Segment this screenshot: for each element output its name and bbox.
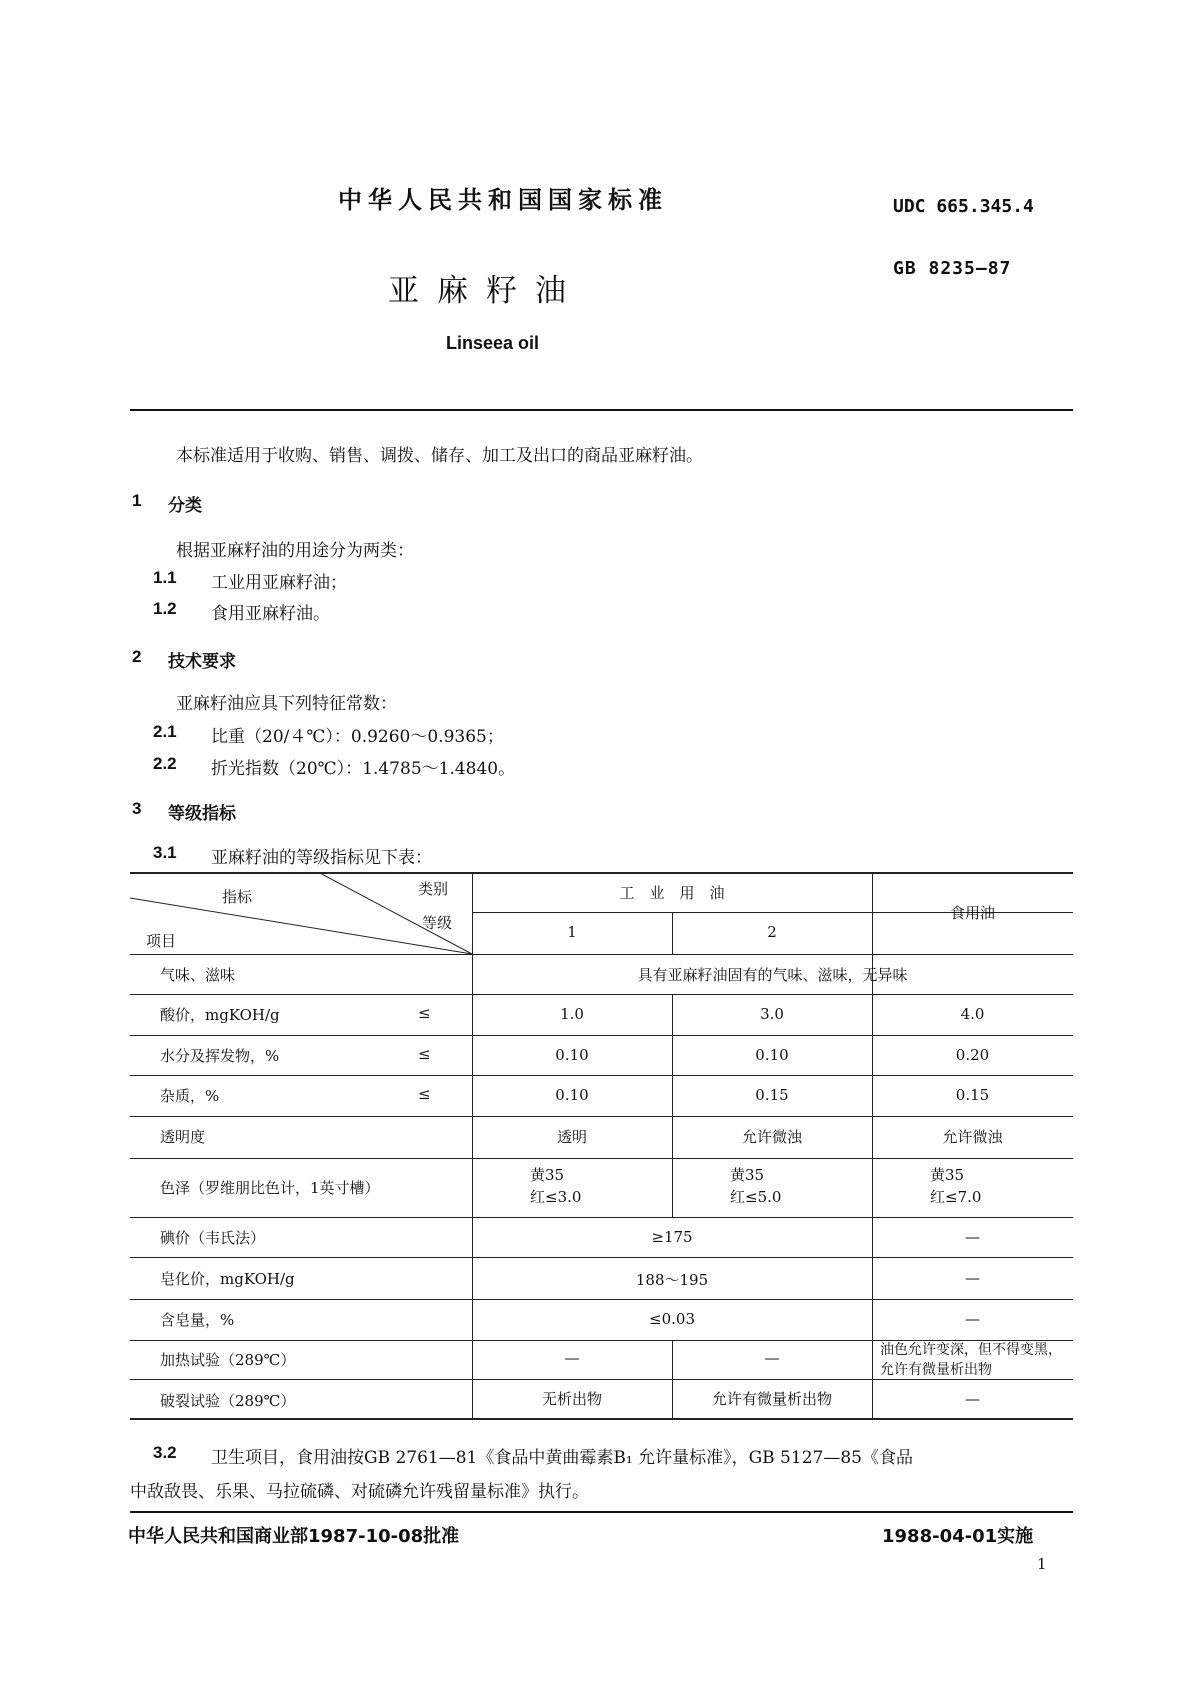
diag-indicator-label: 指标 — [222, 888, 253, 906]
row-impurity-name: 杂质，% — [160, 1087, 220, 1105]
document-title-english: Linseea oil — [446, 333, 540, 353]
row-break-edible: — — [965, 1390, 980, 1408]
row-moisture-sign: ≤ — [418, 1045, 431, 1063]
row-line — [130, 1217, 1073, 1218]
row-color-g2-yellow: 黄35 — [730, 1166, 765, 1184]
section-1-number: 1 — [132, 491, 142, 510]
row-color-edible-yellow: 黄35 — [930, 1166, 965, 1184]
page-number: 1 — [1037, 1555, 1047, 1573]
table-bottom-border — [130, 1418, 1073, 1420]
item-3-1-text: 亚麻籽油的等级指标见下表： — [211, 848, 432, 868]
row-acid-g2: 3.0 — [760, 1005, 784, 1023]
footer-divider — [130, 1511, 1073, 1513]
item-3-2-line2: 中敌敌畏、乐果、马拉硫磷、对硫磷允许残留量标准》执行。 — [130, 1482, 589, 1502]
row-saponification-edible: — — [965, 1269, 980, 1287]
row-color-g2-red: 红≤5.0 — [730, 1188, 782, 1206]
section-3-title: 等级指标 — [168, 804, 236, 824]
row-soap-name: 含皂量，% — [160, 1311, 235, 1329]
item-2-1-text: 比重（20/４℃）：0.9260～0.9365； — [211, 727, 504, 747]
row-moisture-g2: 0.10 — [755, 1046, 789, 1064]
section-1-lead: 根据亚麻籽油的用途分为两类： — [176, 541, 414, 561]
row-soap-edible: — — [965, 1310, 980, 1328]
item-3-2-number: 3.2 — [153, 1443, 177, 1462]
effective-date: 1988-04-01实施 — [882, 1526, 1034, 1547]
row-acid-sign: ≤ — [418, 1004, 431, 1022]
col-line — [672, 994, 673, 1217]
item-3-2-line1: 卫生项目，食用油按GB 2761—81《食品中黄曲霉素B₁ 允许量标准》，GB 5127—85《食品 — [211, 1448, 913, 1468]
grade-1-header: 1 — [567, 923, 577, 941]
row-break-name: 破裂试验（289℃） — [160, 1392, 296, 1410]
section-2-number: 2 — [132, 647, 142, 666]
row-saponification-industrial: 188～195 — [635, 1271, 709, 1289]
row-clarity-g2: 允许微浊 — [741, 1128, 802, 1146]
industrial-oil-header: 工 业 用 油 — [619, 884, 725, 902]
row-clarity-name: 透明度 — [160, 1128, 206, 1146]
grade-table — [130, 872, 1073, 1420]
row-break-g2: 允许有微量析出物 — [711, 1390, 832, 1408]
row-heating-g2: — — [764, 1349, 780, 1367]
row-iodine-edible: — — [965, 1228, 980, 1246]
diagonal-line — [130, 898, 472, 954]
row-line — [130, 1035, 1073, 1036]
row-color-name: 色泽（罗维朋比色计，1英寸槽） — [160, 1179, 380, 1197]
row-clarity-edible: 允许微浊 — [942, 1128, 1003, 1146]
row-impurity-g1: 0.10 — [555, 1086, 589, 1104]
item-3-1-number: 3.1 — [153, 843, 177, 862]
national-standard-title: 中华人民共和国国家标准 — [338, 185, 668, 214]
section-3-number: 3 — [132, 799, 142, 818]
row-color-g1-yellow: 黄35 — [530, 1166, 565, 1184]
row-acid-name: 酸价，mgKOH/g — [160, 1006, 280, 1024]
row-iodine-name: 碘价（韦氏法） — [160, 1229, 266, 1247]
row-heating-g1: — — [564, 1349, 580, 1367]
row-clarity-g1: 透明 — [556, 1128, 587, 1146]
row-line — [130, 1257, 1073, 1258]
gb-code: GB 8235—87 — [893, 258, 1012, 279]
row-moisture-name: 水分及挥发物，% — [160, 1047, 280, 1065]
row-heating-edible: 油色允许变深，但不得变黑，允许有微量析出物 — [880, 1342, 1062, 1378]
header-divider — [130, 409, 1073, 411]
item-1-2-number: 1.2 — [153, 599, 177, 618]
row-line — [130, 1116, 1073, 1117]
diag-category-label: 类别 — [418, 880, 449, 898]
row-iodine-industrial: ≥175 — [651, 1228, 693, 1246]
row-impurity-edible: 0.15 — [955, 1086, 990, 1104]
row-line — [130, 1299, 1073, 1300]
item-1-2-text: 食用亚麻籽油。 — [211, 604, 330, 624]
row-impurity-sign: ≤ — [418, 1085, 431, 1103]
row-soap-industrial: ≤0.03 — [649, 1310, 695, 1328]
row-heating-name: 加热试验（289℃） — [160, 1351, 296, 1369]
item-2-2-number: 2.2 — [153, 754, 177, 773]
item-2-1-number: 2.1 — [153, 722, 177, 741]
section-1-title: 分类 — [168, 496, 202, 516]
row-impurity-g2: 0.15 — [755, 1086, 789, 1104]
approval-statement: 中华人民共和国商业部1987-10-08批准 — [128, 1526, 460, 1547]
row-color-g1-red: 红≤3.0 — [530, 1188, 582, 1206]
item-1-1-text: 工业用亚麻籽油； — [211, 573, 347, 593]
section-2-lead: 亚麻籽油应具下列特征常数： — [176, 694, 397, 714]
row-moisture-g1: 0.10 — [555, 1046, 589, 1064]
row-odor-name: 气味、滋味 — [160, 966, 236, 984]
diag-grade-label: 等级 — [422, 914, 453, 932]
section-2-title: 技术要求 — [168, 652, 236, 672]
diag-item-label: 项目 — [146, 932, 177, 950]
row-acid-edible: 4.0 — [960, 1005, 985, 1023]
row-acid-g1: 1.0 — [560, 1005, 584, 1023]
edible-oil-header: 食用油 — [949, 904, 995, 922]
row-color-edible-red: 红≤7.0 — [930, 1188, 982, 1206]
row-moisture-edible: 0.20 — [955, 1046, 990, 1064]
item-1-1-number: 1.1 — [153, 568, 177, 587]
item-2-2-text: 折光指数（20℃）：1.4785～1.4840。 — [211, 759, 516, 779]
grade-2-header: 2 — [767, 923, 777, 941]
row-line — [130, 994, 1073, 995]
row-break-g1: 无析出物 — [541, 1390, 602, 1408]
row-line — [130, 1158, 1073, 1159]
row-saponification-name: 皂化价，mgKOH/g — [160, 1270, 295, 1288]
udc-code: UDC 665.345.4 — [893, 196, 1034, 217]
row-odor-value: 具有亚麻籽油固有的气味、滋味，无异味 — [637, 966, 908, 984]
row-line — [130, 1075, 1073, 1076]
intro-paragraph: 本标准适用于收购、销售、调拨、储存、加工及出口的商品亚麻籽油。 — [176, 446, 703, 466]
document-title: 亚麻籽油 — [388, 273, 584, 309]
